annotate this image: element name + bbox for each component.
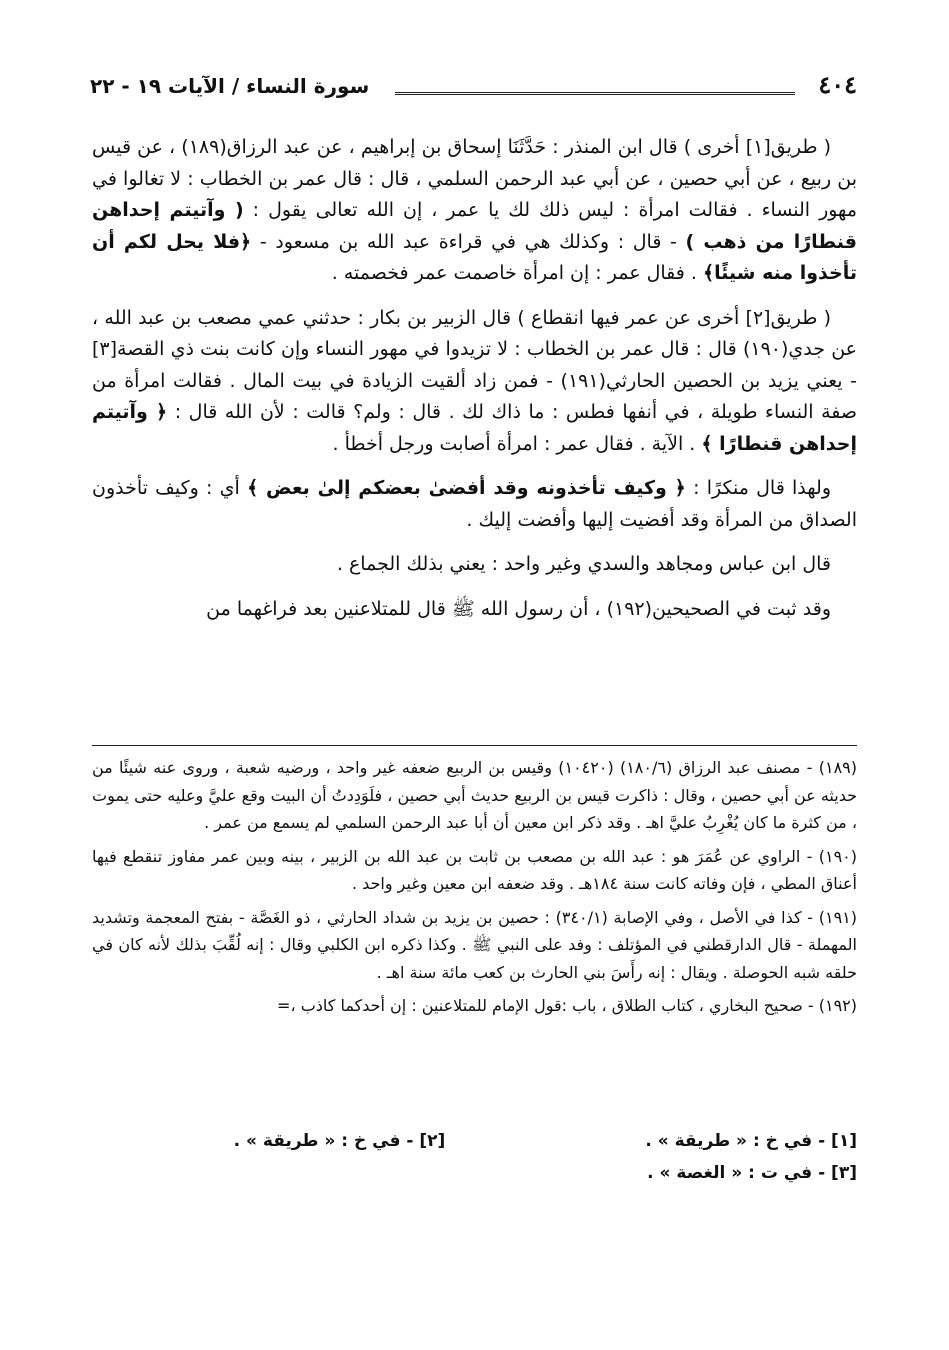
quran-quote: ﴿ وآتيتم إحداهن قنطارًا ﴾ (92, 401, 857, 455)
paragraph-2 (92, 303, 857, 461)
paragraph-3-end: أي : وكيف تأخذون الصداق من المرأة وقد أفضيت إليها وأفضت إليك . (92, 477, 857, 531)
variant-3: [٣] - في ت : « الغصة » . (647, 1163, 857, 1183)
footnotes (92, 754, 857, 1026)
manuscript-variants (92, 1125, 857, 1189)
variants-row-1 (92, 1125, 857, 1157)
paragraph-4: قال ابن عباس ومجاهد والسدي وغير واحد : يعني بذلك الجماع . (336, 553, 831, 575)
footnote-192: (١٩٢) - صحيح البخاري ، كتاب الطلاق ، باب :قول الإمام للمتلاعنين : إن أحدكما كاذب ،= (277, 996, 857, 1015)
variant-2: [٢] - في خ : « طريقة » . (233, 1131, 446, 1151)
paragraph-1-text: ( طريق[١] أخرى ) قال ابن المنذر : حَدَّثَنَا إسحاق بن إبراهيم ، عن عبد الرزاق(١٨٩) ، عن قيس بن ربيع ، عن أبي حصين ، عن أبي عبد الرحمن السلمي ، قال : قال عمر بن الخطاب : لا تغالوا في مهور النساء . فقالت امرأة : ليس ذلك لك يا عمر ، إن الله تعالى يقول : (92, 136, 857, 221)
paragraph-1-middle: - قال : وكذلك هي في قراءة عبد الله بن مسعود - (259, 230, 677, 253)
quran-quote: ﴿ وكيف تأخذونه وقد أفضىٰ بعضكم إلىٰ بعض ﴾ (247, 477, 686, 499)
quran-quote: ( وآتيتم إحداهن قنطارًا من ذهب ) (92, 199, 857, 253)
paragraph-1 (92, 132, 857, 290)
paragraph-1-end: . فقال عمر : إن امرأة خاصمت عمر فخصمته . (331, 262, 697, 284)
footnote-190: (١٩٠) - الراوي عن عُمَرَ هو : عبد الله بن مصعب بن ثابت بن عبد الله بن الزبير ، بينه وبين عمر مفاوز تنقطع فيها أعناق المطي ، فإن وفاته كانت سنة ١٨٤هـ . وقد ضعفه ابن معين وغير واحد . (92, 846, 857, 893)
paragraph-3 (92, 473, 857, 536)
paragraph-3-start: ولهذا قال منكرًا : (693, 477, 831, 499)
main-text (92, 132, 857, 638)
page-number: ٤٠٤ (818, 70, 857, 99)
paragraph-5: وقد ثبت في الصحيحين(١٩٢) ، أن رسول الله ﷺ قال للمتلاعنين بعد فراغهما من (206, 597, 831, 620)
header-rule (395, 92, 795, 95)
footnote-189: (١٨٩) - مصنف عبد الرزاق (١٨٠/٦) (١٠٤٢٠) وقيس بن الربيع ضعفه غير واحد ، ورضيه شعبة ، وروى عنه شيئًا من حديثه عن أبي حصين ، وقال : ذاكرت قيس بن الربيع حديث أبي حصين ، فلَوَدِدتُ أن البيت وقع عليَّ وعليه حتى يموت ، من كثرة ما كان يُغْرِبُ عليَّ اهـ . وقد ذكر ابن معين أن أبا عبد الرحمن السلمي لم يسمع من عمر . (92, 758, 858, 832)
paragraph-2-text: ( طريق[٢] أخرى عن عمر فيها انقطاع ) قال الزبير بن بكار : حدثني عمي مصعب بن عبد الله ، عن جدي(١٩٠) قال : قال عمر بن الخطاب : لا تزيدوا في مهور النساء وإن كانت بنت ذي القصة[٣] - يعني يزيد بن الحصين الحارثي(١٩١) - فمن زاد ألقيت الزيادة في بيت المال . فقالت امرأة من صفة النساء طويلة ، في أنفها فطس : ما ذاك لك . قال : ولم؟ قالت : لأن الله قال : (92, 306, 858, 423)
variant-1: [١] - في خ : « طريقة » . (645, 1131, 857, 1151)
variants-row-2 (92, 1157, 857, 1189)
quran-quote: ﴿فلا يحل لكم أن تأخذوا منه شيئًا﴾ (92, 230, 857, 284)
footnote-rule (92, 745, 857, 746)
running-title: سورة النساء / الآيات ١٩ - ٢٢ (90, 74, 370, 98)
footnote-191: (١٩١) - كذا في الأصل ، وفي الإصابة (٣٤٠/١) : حصين بن يزيد بن شداد الحارثي ، ذو الغَصَّة - بفتح المعجمة وتشديد المهملة - قال الدارقطني في المؤتلف : وفد على النبي ﷺ . وكذا ذكره ابن الكلبي وقال : إنه لُقِّبَ بذلك لأنه كان في حلقه شبه الحوصلة . ويقال : إنه رأَسَ بني الحارث بن كعب مائة سنة اهـ . (92, 907, 857, 982)
paragraph-2-end: . الآية . فقال عمر : امرأة أصابت ورجل أخطأ . (332, 432, 696, 455)
